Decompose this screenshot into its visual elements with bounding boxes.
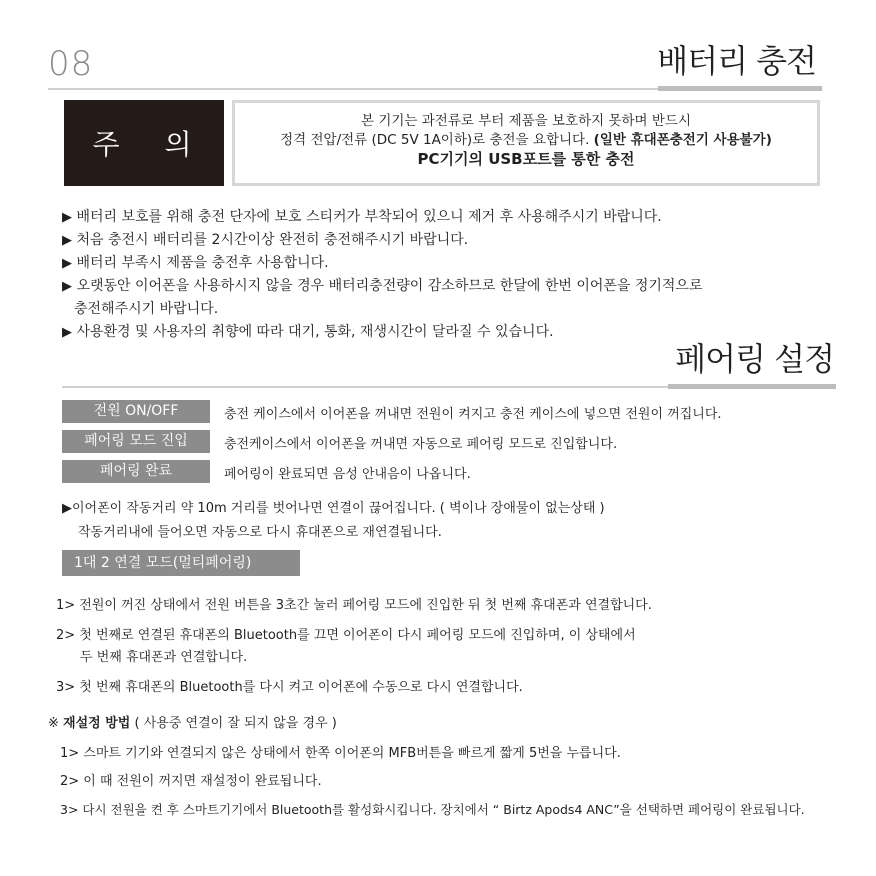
reference-mark-icon: ※ (48, 716, 59, 731)
multi-step-2: 2> 첫 번째로 연결된 휴대폰의 Bluetooth를 끄면 이어폰이 다시 페어링 모드에 진입하며, 이 상태에서 (56, 628, 636, 643)
reset-note: ( 사용중 연결이 잘 되지 않을 경우 ) (130, 716, 337, 731)
battery-note-text: 배터리 보호를 위해 충전 단자에 보호 스티커가 부착되어 있으니 제거 후 사용해주시기 바랍니다. (76, 209, 662, 225)
battery-note-text: 오랫동안 이어폰을 사용하시지 않을 경우 배터리충전량이 감소하므로 한달에 한번 이어폰을 정기적으로 (76, 278, 703, 294)
section-title-battery: 배터리 충전 (657, 42, 816, 80)
caution-text-box (232, 100, 820, 186)
reset-step-3: 3> 다시 전원을 켠 후 스마트기기에서 Bluetooth를 활성화시킵니다. 장치에서 “ Birtz Apods4 ANC”을 선택하면 페어링이 완료됩니다. (60, 802, 805, 817)
tag-power-onoff: 전원 ON/OFF (62, 400, 210, 423)
caution-label: 주 의 (64, 100, 224, 186)
multi-pairing-tag: 1대 2 연결 모드(멀티페어링) (62, 550, 300, 576)
reset-heading (48, 712, 337, 731)
page-number: 08 (48, 44, 94, 84)
bullet-triangle-icon: ▶ (62, 501, 72, 516)
distance-note-text: 이어폰이 작동거리 약 10m 거리를 벗어나면 연결이 끊어집니다. ( 벽이나 장애물이 없는상태 ) (72, 501, 605, 516)
reset-title: 재설정 방법 (63, 716, 131, 731)
caution-line-2-main: 정격 전압/전류 (DC 5V 1A이하)로 충전을 요합니다. (280, 132, 594, 148)
battery-note-continued: 충전해주시기 바랍니다. (74, 301, 219, 317)
divider-accent (668, 384, 836, 389)
reset-step-2: 2> 이 때 전원이 꺼지면 재설정이 완료됩니다. (60, 774, 322, 789)
multi-step-2-continued: 두 번째 휴대폰과 연결합니다. (80, 650, 248, 665)
battery-note-text: 사용환경 및 사용자의 취향에 따라 대기, 통화, 재생시간이 달라질 수 있습니다. (76, 324, 554, 340)
pairing-complete-text: 페어링이 완료되면 음성 안내음이 나옵니다. (224, 467, 471, 482)
caution-line-3: PC기기의 USB포트를 통한 충전 (417, 150, 635, 168)
battery-notes (62, 206, 852, 344)
battery-note-text: 배터리 부족시 제품을 충전후 사용합니다. (76, 255, 329, 271)
caution-line-2-bold: (일반 휴대폰충전기 사용불가) (593, 132, 772, 148)
battery-note (62, 252, 852, 275)
power-onoff-text: 충전 케이스에서 이어폰을 꺼내면 전원이 켜지고 충전 케이스에 넣으면 전원이 꺼집니다. (224, 407, 722, 422)
battery-note (62, 206, 852, 229)
multi-step-3: 3> 첫 번째 휴대폰의 Bluetooth를 다시 켜고 이어폰에 수동으로 다시 연결합니다. (56, 680, 523, 695)
tag-pairing-complete: 페어링 완료 (62, 460, 210, 483)
battery-note-text: 처음 충전시 배터리를 2시간이상 완전히 충전해주시기 바랍니다. (76, 232, 469, 248)
bullet-triangle-icon: ▶ (62, 256, 72, 271)
bullet-triangle-icon: ▶ (62, 279, 72, 294)
bullet-triangle-icon: ▶ (62, 210, 72, 225)
battery-note (62, 229, 852, 252)
distance-note-line-2: 작동거리내에 들어오면 자동으로 다시 휴대폰으로 재연결됩니다. (78, 525, 442, 540)
reset-step-1: 1> 스마트 기기와 연결되지 않은 상태에서 한쪽 이어폰의 MFB버튼을 빠르게 짧게 5번을 누릅니다. (60, 746, 621, 761)
bullet-triangle-icon: ▶ (62, 233, 72, 248)
divider-accent (658, 86, 822, 91)
multi-step-1: 1> 전원이 꺼진 상태에서 전원 버튼을 3초간 눌러 페어링 모드에 진입한 뒤 첫 번째 휴대폰과 연결합니다. (56, 598, 652, 613)
section-title-pairing: 페어링 설정 (675, 340, 834, 378)
bullet-triangle-icon: ▶ (62, 325, 72, 340)
pairing-mode-text: 충전케이스에서 이어폰을 꺼내면 자동으로 페어링 모드로 진입합니다. (224, 437, 618, 452)
distance-note-line-1 (62, 498, 605, 520)
caution-line-1: 본 기기는 과전류로 부터 제품을 보호하지 못하며 반드시 (361, 113, 691, 129)
tag-pairing-mode: 페어링 모드 진입 (62, 430, 210, 453)
caution-line-2 (235, 131, 817, 150)
battery-note (62, 275, 852, 298)
